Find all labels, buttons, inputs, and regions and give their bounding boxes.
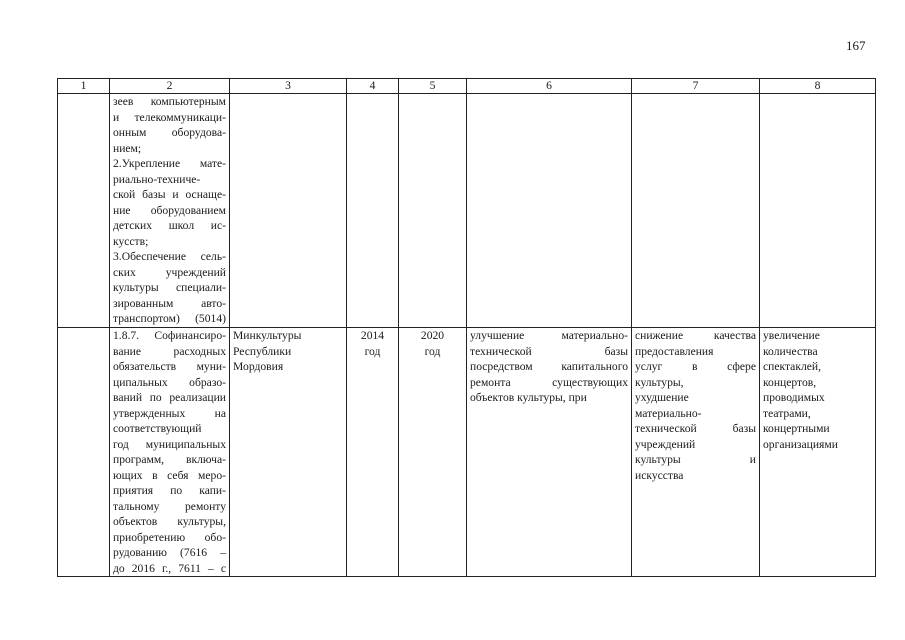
text-line: соответствующий [113,422,202,435]
text-line: услуг в сфере [635,360,756,373]
text-line: приятия по капи- [113,484,226,497]
text-line: предоставления [635,344,714,358]
text-line: год [424,344,441,358]
text-line: кусств; [113,234,149,248]
column-number-7: 7 [632,79,760,94]
column-number-5: 5 [399,79,467,94]
table-row [58,94,876,328]
text-line: год муниципальных [113,437,226,451]
text-line: нием; [113,141,142,155]
text-line: технической базы [635,422,756,435]
cell-index [58,94,110,328]
cell-index [58,328,110,577]
text-line: искусства [635,468,684,482]
program-table [57,78,876,577]
text-line: и телекоммуникаци- [113,110,226,124]
responsible-cell [230,94,347,328]
text-line: улучшение материально- [470,329,628,342]
end-year-cell [399,328,467,577]
text-line: культуры и [635,453,756,466]
text-line: снижение качества [635,329,756,342]
text-line: утвержденных на [113,406,226,420]
text-line: до 2016 г., 7611 – с [113,561,226,575]
responsible-cell [230,328,347,577]
text-line: концертов, [763,375,817,389]
indicator-link-cell [760,328,876,577]
text-line: объектов культуры, [113,515,226,528]
column-number-6: 6 [467,79,632,94]
text-line: концертными [763,422,830,435]
text-line: 1.8.7. Софинансиро- [113,329,226,342]
end-year-cell [399,94,467,328]
text-line: 2020 [420,329,445,342]
text-line: 2.Укрепление мате- [113,157,226,170]
text-line: ние оборудованием [113,203,226,217]
text-line: детских школ ис- [113,219,226,232]
text-line: 2014 [360,329,385,342]
text-line: театрами, [763,406,811,420]
text-line: ских учреждений [113,265,226,279]
text-line: тальному ремонту [113,499,226,513]
text-line: ремонта существующих [470,375,628,389]
text-line: программ, включа- [113,453,226,466]
column-number-2: 2 [110,79,230,94]
text-line: организациями [763,437,838,451]
text-line: ющих в себя меро- [113,468,226,482]
text-line: объектов культуры, при [470,391,587,404]
text-line: количества [763,344,818,358]
column-number-4: 4 [347,79,399,94]
text-line: спектаклей, [763,360,821,373]
text-line: 3.Обеспечение сель- [113,250,226,263]
column-number-3: 3 [230,79,347,94]
consequences-cell [632,94,760,328]
text-line: Мордовия [233,360,284,373]
indicator-link-cell [760,94,876,328]
page-number: 167 [846,38,866,53]
text-line: учреждений [635,437,696,451]
expected-result-cell [467,328,632,577]
text-line: зированным авто- [113,296,226,310]
text-line: онным оборудова- [113,126,226,139]
text-line: культуры, [635,375,684,389]
table-row [58,328,876,577]
text-line: год [364,344,381,358]
start-year-cell [347,94,399,328]
column-number-8: 8 [760,79,876,94]
text-line: Минкультуры [233,329,302,342]
consequences-cell [632,328,760,577]
text-line: риально-техниче- [113,172,201,186]
text-line: материально- [635,406,702,420]
expected-result-cell [467,94,632,328]
text-line: ской базы и оснаще- [113,188,226,201]
text-line: посредством капитального [470,360,628,373]
measure-description-cell [110,328,230,577]
text-line: проводимых [763,391,825,404]
text-line: ухудшение [635,391,689,404]
text-line: обязательств муни- [113,360,226,373]
text-line: транспортом) (5014) [113,312,226,325]
text-line: вание расходных [113,344,226,358]
measure-description-cell [110,94,230,328]
text-line: зеев компьютерным [113,95,226,108]
text-line: приобретению обо- [113,530,226,544]
text-line: ваний по реализации [113,391,226,404]
text-line: увеличение [763,329,820,342]
text-line: технической базы [470,344,628,358]
start-year-cell [347,328,399,577]
text-line: культуры специали- [113,281,226,294]
text-line: Республики [233,344,292,358]
header-row [58,79,876,94]
text-line: рудованию (7616 – [113,546,226,559]
column-number-1: 1 [58,79,110,94]
text-line: ципальных образо- [113,375,226,389]
